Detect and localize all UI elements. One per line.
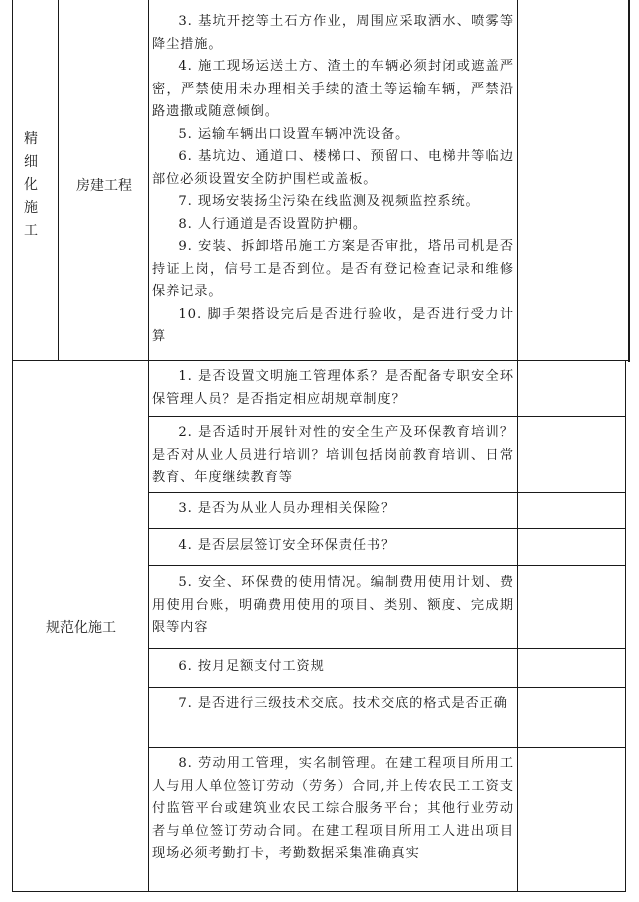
list-item: 7. 现场安装扬尘污染在线监测及视频监控系统。 [178,194,480,209]
row-divider-3 [148,528,626,529]
category-label-standardized-construction: 规范化施工 [46,620,116,636]
table-row: 7. 是否进行三级技术交底。技术交底的格式是否正确 [178,696,508,711]
right-border-lower [625,360,626,892]
list-item: 6. 基坑边、通道口、楼梯口、预留口、电梯井等临边部位必须设置安全防护围栏或盖板。 [152,149,514,187]
section1-items [152,11,514,349]
row-divider-6 [148,687,626,688]
list-item: 8. 人行通道是否设置防护棚。 [178,216,367,232]
bottom-border [12,891,626,892]
category-label-refined-construction: 精 细 化 施 工 [24,131,38,239]
table-row: 8. 劳动用工管理，实名制管理。在建工程项目所用工人与用人单位签订劳动（劳务）合同,并上传农民工工资支付监管平台或建筑业农民工综合服务平台；其他行业劳动者与单位签订劳动合同。在建工程项目所用工人进出项目现场必须考勤打卡，考勤数据采集准确真实 [152,756,514,861]
list-item: 10. 脚手架搭设完后是否进行验收，是否进行受力计算 [152,306,514,344]
content-column-left-divider [148,0,149,892]
row-divider-1 [148,416,626,417]
table-row: 2. 是否适时开展针对性的安全生产及环保教育培训？是否对从业人员进行培训？培训包括岗前教育培训、日常教育、年度继续教育等 [152,425,514,485]
list-item: 5. 运输车辆出口设置车辆冲洗设备。 [178,126,410,142]
section-divider [12,360,630,361]
list-item: 3. 基坑开挖等土石方作业，周围应采取洒水、喷雾等降尘措施。 [152,14,514,52]
table-row: 3. 是否为从业人员办理相关保险？ [178,501,396,516]
row-divider-2 [148,492,626,493]
list-item: 9. 安装、拆卸塔吊施工方案是否审批，塔吊司机是否持证上岗，信号工是否到位。是否有登记检查记录和维修保养记录。 [152,239,514,299]
sub-column-divider [58,0,59,360]
subcategory-label-building-works: 房建工程 [76,178,132,194]
right-border-upper [628,0,630,362]
row-divider-7 [148,747,626,748]
table-row: 1. 是否设置文明施工管理体系？是否配备专职安全环保管理人员？是否指定相应胡规章制度？ [152,369,514,407]
row-divider-5 [148,648,626,649]
row-divider-4 [148,565,626,566]
content-column-right-divider [517,0,518,892]
list-item: 4. 施工现场运送土方、渣土的车辆必须封闭或遮盖严密，严禁使用未办理相关手续的渣土等运输车辆，严禁沿路遗撒或随意倾倒。 [152,59,514,119]
table-row: 4. 是否层层签订安全环保责任书？ [178,538,396,553]
left-border [12,0,13,892]
table-row: 6. 按月足额支付工资规 [178,659,325,674]
table-row: 5. 安全、环保费的使用情况。编制费用使用计划、费用使用台账，明确费用使用的项目、类别、额度、完成期限等内容 [152,575,514,635]
